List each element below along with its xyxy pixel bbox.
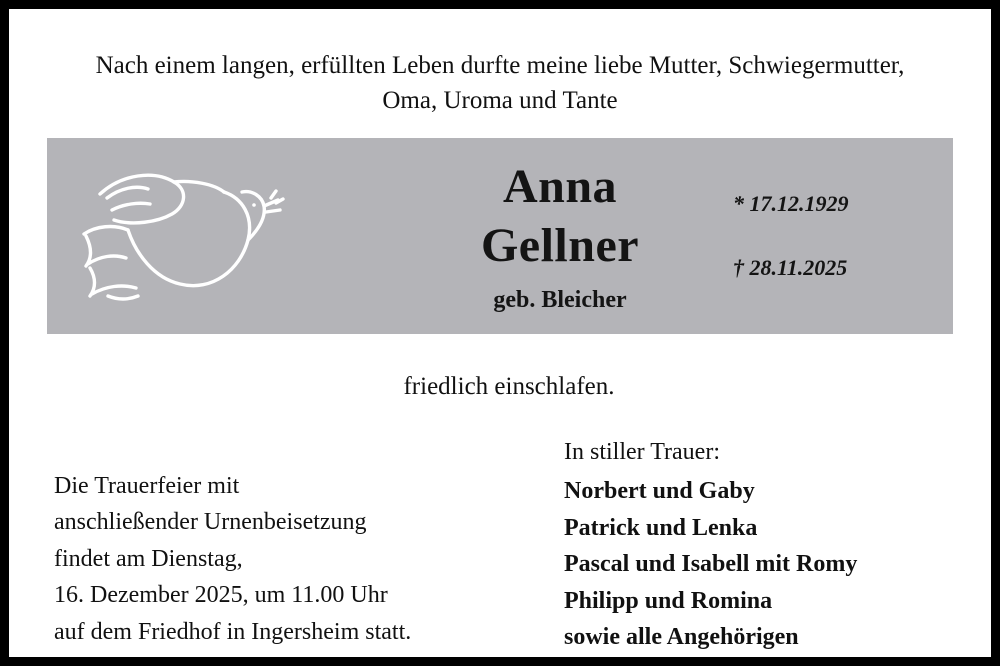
ceremony-line-4: 16. Dezember 2025, um 11.00 Uhr: [54, 582, 388, 609]
birth-date: * 17.12.1929: [733, 191, 849, 216]
mourners-heading: In stiller Trauer:: [564, 439, 720, 465]
intro-text: [79, 49, 921, 118]
maiden-name: geb. Bleicher: [493, 287, 627, 314]
mourner-line-1: Norbert und Gaby: [564, 478, 755, 505]
mourner-line-3: Pascal und Isabell mit Romy: [564, 551, 858, 578]
dove-icon: [62, 158, 292, 318]
death-date: † 28.11.2025: [733, 255, 848, 280]
mourner-line-4: Philipp und Romina: [564, 587, 773, 614]
life-dates: [733, 138, 923, 334]
first-name: Anna: [502, 159, 618, 213]
last-name: Gellner: [480, 218, 640, 272]
dove-illustration-column: [47, 138, 317, 334]
mourner-line-5: sowie alle Angehörigen: [564, 624, 799, 651]
closing-line: friedlich einschlafen.: [403, 373, 615, 400]
intro-line-2: Oma, Uroma und Tante: [382, 86, 618, 114]
mourner-line-2: Patrick und Lenka: [564, 514, 758, 541]
ceremony-details: [54, 434, 554, 650]
mourners-section: [564, 434, 964, 656]
bottom-section: [9, 434, 1000, 656]
ceremony-line-3: findet am Dienstag,: [54, 545, 243, 572]
intro-line-1: Nach einem langen, erfüllten Leben durfte meine liebe Mutter, Schwiegermutter,: [95, 52, 905, 79]
ceremony-line-2: anschließender Urnenbeisetzung: [54, 509, 367, 536]
name-band: [47, 138, 953, 334]
ceremony-line-5: auf dem Friedhof in Ingersheim statt.: [54, 618, 412, 645]
ceremony-line-1: Die Trauerfeier mit: [54, 473, 240, 499]
mourners-list: [564, 473, 964, 655]
